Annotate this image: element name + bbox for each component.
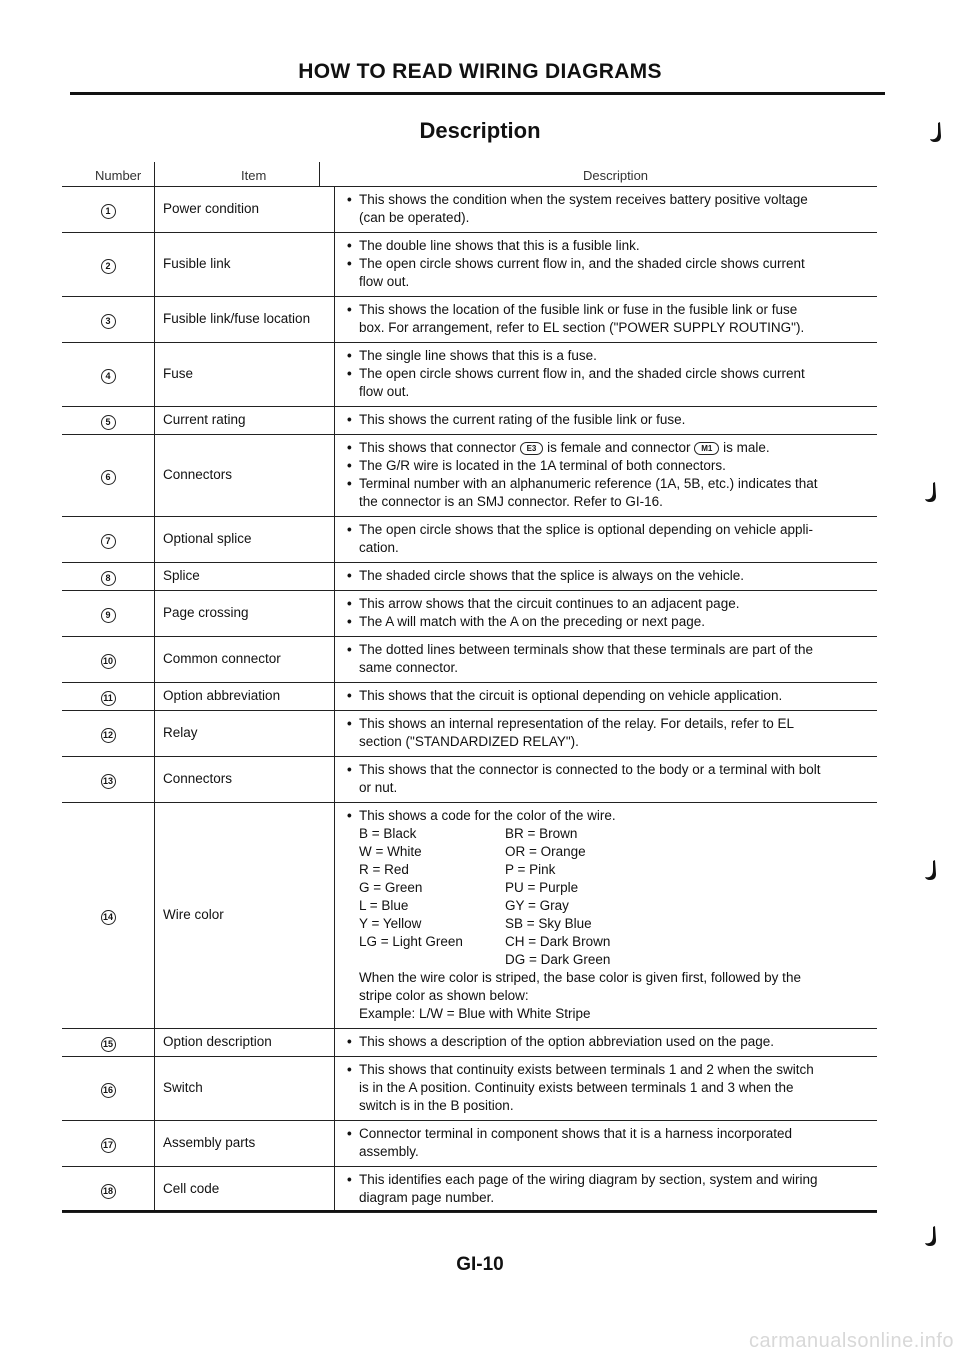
table-row <box>62 683 877 711</box>
color-code: OR = Orange <box>505 844 586 859</box>
table-row <box>62 1167 877 1213</box>
continuation-line: switch is in the B position. <box>359 1098 514 1113</box>
table-row <box>62 757 877 803</box>
connector-m1-icon: M1 <box>694 442 719 455</box>
circled-number: 11 <box>101 691 116 706</box>
circled-number: 1 <box>101 204 116 219</box>
color-code: L = Blue <box>359 898 409 913</box>
color-code: SB = Sky Blue <box>505 916 592 931</box>
circled-number: 15 <box>101 1037 116 1052</box>
row-number-cell <box>62 711 155 757</box>
bullet-line: • The open circle shows current flow in, and the shaded circle shows current <box>347 365 871 383</box>
row-description <box>335 563 878 591</box>
bullet-line: • Terminal number with an alphanumeric reference (1A, 5B, etc.) indicates that <box>347 475 871 493</box>
description-table-body <box>62 187 877 1213</box>
circled-number: 6 <box>101 470 116 485</box>
row-item: Fuse <box>155 343 335 407</box>
bullet-line: • This shows an internal representation of the relay. For details, refer to EL <box>347 715 871 733</box>
header-divider-2 <box>319 162 320 187</box>
bullet-line: • This shows a description of the option abbreviation used on the page. <box>347 1033 871 1051</box>
row-description <box>335 435 878 517</box>
row-description <box>335 407 878 435</box>
table-row <box>62 803 877 1029</box>
circled-number: 8 <box>101 571 116 586</box>
row-item: Switch <box>155 1057 335 1121</box>
table-row <box>62 343 877 407</box>
connector-text: This shows that connector <box>359 440 516 455</box>
bullet-line: • This identifies each page of the wiring diagram by section, system and wiring <box>347 1171 871 1189</box>
row-number-cell <box>62 435 155 517</box>
color-code: Y = Yellow <box>359 916 422 931</box>
circled-number: 5 <box>101 415 116 430</box>
color-code: LG = Light Green <box>359 934 463 949</box>
circled-number: 14 <box>101 910 116 925</box>
table-row <box>62 711 877 757</box>
row-number-cell <box>62 1029 155 1057</box>
continuation-line: cation. <box>359 540 399 555</box>
table-row <box>62 637 877 683</box>
color-code: DG = Dark Green <box>505 952 611 967</box>
row-number-cell <box>62 803 155 1029</box>
table-row <box>62 407 877 435</box>
bullet-line: • The A will match with the A on the preceding or next page. <box>347 613 871 631</box>
color-code: R = Red <box>359 862 409 877</box>
row-item: Fusible link/fuse location <box>155 297 335 343</box>
description-table <box>62 187 877 1213</box>
table-row <box>62 591 877 637</box>
color-code: G = Green <box>359 880 423 895</box>
continuation-line: is in the A position. Continuity exists between terminals 1 and 3 when the <box>359 1080 794 1095</box>
continuation-line: or nut. <box>359 780 398 795</box>
wire-color-codes <box>347 825 871 969</box>
row-number-cell <box>62 591 155 637</box>
row-number-cell <box>62 757 155 803</box>
row-description <box>335 517 878 563</box>
binding-mark-icon <box>923 1224 941 1250</box>
continuation-line: box. For arrangement, refer to EL section ("POWER SUPPLY ROUTING"). <box>359 320 805 335</box>
row-number-cell <box>62 1121 155 1167</box>
continuation-line: same connector. <box>359 660 459 675</box>
row-number-cell <box>62 563 155 591</box>
continuation-line: the connector is an SMJ connector. Refer to GI-16. <box>359 494 663 509</box>
bullet-line: • The single line shows that this is a fuse. <box>347 347 871 365</box>
row-item: Option abbreviation <box>155 683 335 711</box>
row-item: Assembly parts <box>155 1121 335 1167</box>
bullet-line <box>347 439 871 457</box>
bullet-line: • This shows that the connector is connected to the body or a terminal with bolt <box>347 761 871 779</box>
table-row <box>62 297 877 343</box>
header-divider-1 <box>154 162 155 187</box>
row-item: Current rating <box>155 407 335 435</box>
row-description <box>335 233 878 297</box>
circled-number: 10 <box>101 654 116 669</box>
row-number-cell <box>62 343 155 407</box>
circled-number: 7 <box>101 534 116 549</box>
row-description <box>335 637 878 683</box>
row-item: Option description <box>155 1029 335 1057</box>
connector-e3-icon: E3 <box>520 442 544 455</box>
row-item: Wire color <box>155 803 335 1029</box>
binding-mark-icon <box>923 480 941 506</box>
circled-number: 17 <box>101 1138 116 1153</box>
continuation-line: flow out. <box>359 384 410 399</box>
circled-number: 13 <box>101 774 116 789</box>
continuation-line: Example: L/W = Blue with White Stripe <box>359 1006 591 1021</box>
header-item: Item <box>241 168 267 183</box>
row-description <box>335 757 878 803</box>
row-item: Power condition <box>155 187 335 233</box>
bullet-line: • This shows that the circuit is optional depending on vehicle application. <box>347 687 871 705</box>
bullet-line: • The double line shows that this is a fusible link. <box>347 237 871 255</box>
row-description <box>335 683 878 711</box>
row-description <box>335 1057 878 1121</box>
row-number-cell <box>62 233 155 297</box>
bullet-line: • Connector terminal in component shows that it is a harness incorporated <box>347 1125 871 1143</box>
page-title: HOW TO READ WIRING DIAGRAMS <box>298 60 662 83</box>
bullet-line: • The open circle shows that the splice is optional depending on vehicle appli- <box>347 521 871 539</box>
row-item: Fusible link <box>155 233 335 297</box>
color-code: PU = Purple <box>505 880 579 895</box>
table-row <box>62 1121 877 1167</box>
row-item: Splice <box>155 563 335 591</box>
color-code <box>359 951 505 969</box>
continuation-line: section ("STANDARDIZED RELAY"). <box>359 734 579 749</box>
color-code: W = White <box>359 844 422 859</box>
color-code: GY = Gray <box>505 898 569 913</box>
continuation-line: assembly. <box>359 1144 419 1159</box>
row-item: Page crossing <box>155 591 335 637</box>
row-description <box>335 711 878 757</box>
footer-watermark: carmanualsonline.info <box>748 1330 954 1352</box>
binding-mark-icon <box>923 858 941 884</box>
circled-number: 18 <box>101 1184 116 1199</box>
bullet-line: • This shows that continuity exists between terminals 1 and 2 when the switch <box>347 1061 871 1079</box>
circled-number: 3 <box>101 314 116 329</box>
continuation-line: stripe color as shown below: <box>359 988 529 1003</box>
row-description <box>335 1121 878 1167</box>
row-description <box>335 591 878 637</box>
table-row <box>62 233 877 297</box>
header-number: Number <box>95 168 142 183</box>
circled-number: 16 <box>101 1083 116 1098</box>
section-title: Description <box>419 118 541 143</box>
row-number-cell <box>62 1057 155 1121</box>
row-description <box>335 1029 878 1057</box>
row-description <box>335 343 878 407</box>
circled-number: 9 <box>101 608 116 623</box>
bullet-line: • The G/R wire is located in the 1A terminal of both connectors. <box>347 457 871 475</box>
title-rule <box>70 92 885 95</box>
table-row <box>62 435 877 517</box>
circled-number: 4 <box>101 369 116 384</box>
continuation-line: diagram page number. <box>359 1190 495 1205</box>
page-number: GI-10 <box>456 1254 504 1275</box>
connector-text: is male. <box>723 440 770 455</box>
binding-mark-icon <box>928 120 946 146</box>
row-number-cell <box>62 297 155 343</box>
continuation-line: (can be operated). <box>359 210 470 225</box>
color-code: P = Pink <box>505 862 556 877</box>
row-item: Common connector <box>155 637 335 683</box>
color-code: CH = Dark Brown <box>505 934 611 949</box>
row-description <box>335 803 878 1029</box>
continuation-line: When the wire color is striped, the base color is given first, followed by the <box>359 970 801 985</box>
bullet-line: • This shows the condition when the system receives battery positive voltage <box>347 191 871 209</box>
circled-number: 12 <box>101 728 116 743</box>
continuation-line: flow out. <box>359 274 410 289</box>
table-row <box>62 563 877 591</box>
table-row <box>62 1057 877 1121</box>
row-item: Relay <box>155 711 335 757</box>
bottom-rule <box>62 1210 877 1212</box>
bullet-line: • The open circle shows current flow in, and the shaded circle shows current <box>347 255 871 273</box>
color-code: B = Black <box>359 826 417 841</box>
bullet-line: • This arrow shows that the circuit continues to an adjacent page. <box>347 595 871 613</box>
row-item: Optional splice <box>155 517 335 563</box>
circled-number: 2 <box>101 259 116 274</box>
connector-text: is female and connector <box>547 440 691 455</box>
row-item: Connectors <box>155 757 335 803</box>
row-number-cell <box>62 637 155 683</box>
bullet-line: • This shows the current rating of the fusible link or fuse. <box>347 411 871 429</box>
row-description <box>335 1167 878 1213</box>
table-row <box>62 187 877 233</box>
table-row <box>62 1029 877 1057</box>
row-description <box>335 297 878 343</box>
bullet-line: • This shows a code for the color of the wire. <box>347 807 871 825</box>
row-number-cell <box>62 187 155 233</box>
row-number-cell <box>62 683 155 711</box>
row-number-cell <box>62 407 155 435</box>
color-code: BR = Brown <box>505 826 578 841</box>
row-number-cell <box>62 1167 155 1213</box>
row-number-cell <box>62 517 155 563</box>
bullet-line: • The shaded circle shows that the splice is always on the vehicle. <box>347 567 871 585</box>
bullet-line: • The dotted lines between terminals show that these terminals are part of the <box>347 641 871 659</box>
header-description: Description <box>583 168 649 183</box>
row-item: Connectors <box>155 435 335 517</box>
bullet-line: • This shows the location of the fusible link or fuse in the fusible link or fuse <box>347 301 871 319</box>
row-item: Cell code <box>155 1167 335 1213</box>
row-description <box>335 187 878 233</box>
table-row <box>62 517 877 563</box>
